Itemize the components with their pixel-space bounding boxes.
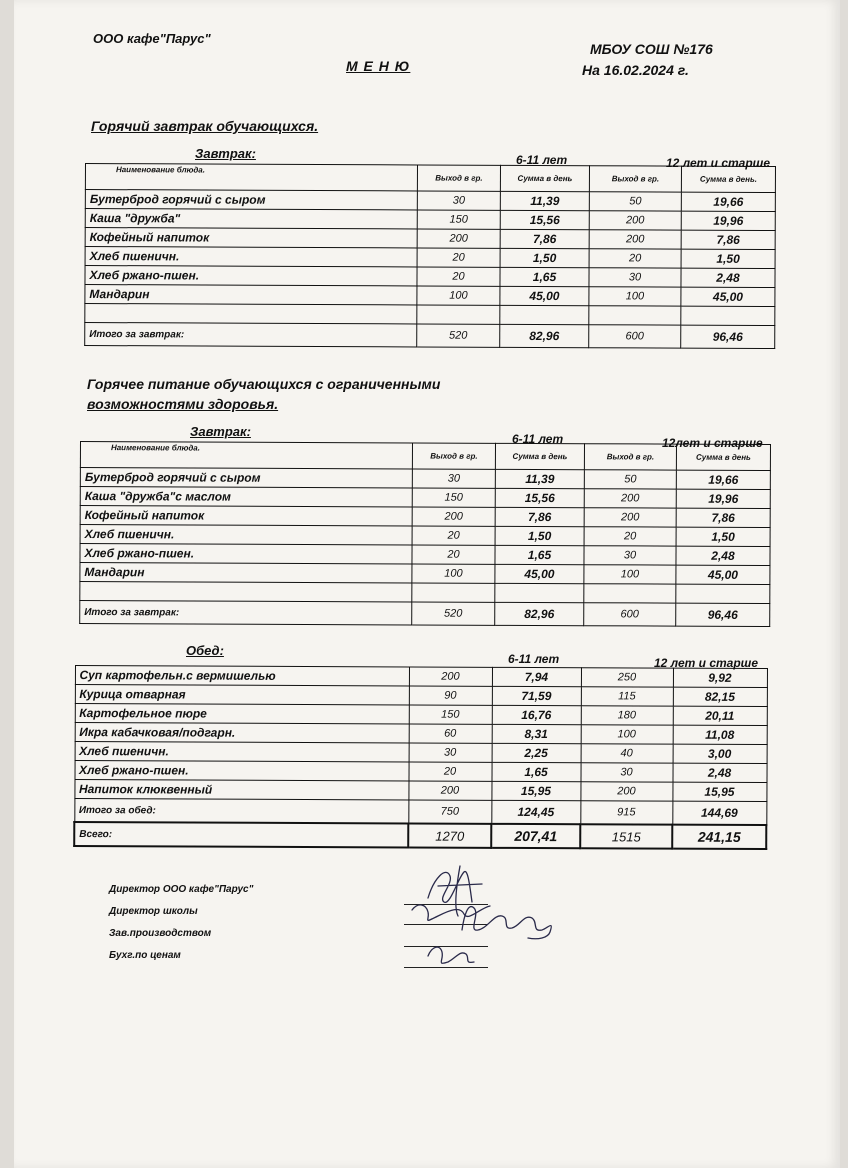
weight-1: 200 [417, 229, 500, 248]
weight-2: 200 [580, 782, 672, 801]
sum-2: 11,08 [673, 725, 767, 744]
signature-label: Директор школы [109, 906, 198, 917]
weight-1: 150 [409, 705, 492, 724]
dish-name: Хлеб пшеничн. [80, 525, 412, 545]
weight-1: 30 [417, 191, 500, 210]
total-label: Итого за завтрак: [80, 601, 412, 625]
sum-1: 11,39 [500, 191, 589, 210]
weight-1: 60 [409, 724, 492, 743]
weight-2: 200 [589, 230, 681, 249]
table-row [85, 323, 775, 349]
school-name: МБОУ СОШ №176 [590, 41, 713, 57]
dish-name: Хлеб пшеничн. [75, 742, 409, 762]
lunch-meal-label: Обед: [186, 643, 224, 658]
total-weight-1: 520 [412, 602, 495, 625]
empty-cell [584, 584, 676, 603]
empty-cell [589, 306, 681, 325]
total-sum-2: 144,69 [672, 801, 766, 825]
sum-1: 16,76 [492, 705, 581, 724]
dish-name: Каша "дружба"с маслом [80, 487, 412, 507]
weight-1: 150 [417, 210, 500, 229]
section2-meal-label: Завтрак: [190, 424, 251, 439]
sum-2: 1,50 [681, 249, 775, 268]
table-row [74, 822, 766, 849]
sum-1: 8,31 [492, 724, 581, 743]
weight-2: 100 [584, 565, 676, 584]
weight-2: 30 [580, 763, 672, 782]
weight-1: 200 [408, 781, 491, 800]
col-sum: Сумма в день. [681, 166, 775, 192]
lunch-age2: 12 лет и старше [654, 656, 759, 670]
grand-sum-1: 207,41 [491, 824, 580, 848]
lunch-age1: 6-11 лет [508, 652, 560, 666]
sum-2: 45,00 [676, 565, 770, 584]
grand-weight-1: 1270 [408, 823, 491, 847]
sum-2: 9,92 [673, 668, 767, 687]
empty-cell [495, 583, 584, 602]
weight-2: 100 [589, 287, 681, 306]
sum-2: 1,50 [676, 527, 770, 546]
weight-1: 20 [417, 248, 500, 267]
weight-1: 150 [412, 488, 495, 507]
weight-2: 40 [581, 744, 673, 763]
sum-2: 45,00 [681, 287, 775, 306]
dish-name: Напиток клюквенный [74, 780, 408, 800]
table-header [80, 442, 770, 471]
dish-name: Мандарин [80, 563, 412, 583]
dish-name: Кофейный напиток [80, 506, 412, 526]
sum-1: 45,00 [500, 286, 589, 305]
signature-label: Зав.производством [109, 928, 212, 939]
dish-name: Каша "дружба" [85, 209, 417, 229]
section1-age1: 6-11 лет [516, 153, 568, 167]
col-sum: Сумма в день [500, 165, 589, 191]
total-label: Итого за обед: [74, 799, 408, 824]
sum-1: 71,59 [492, 686, 581, 705]
weight-1: 200 [412, 507, 495, 526]
sum-1: 7,94 [492, 667, 581, 686]
section1-title: Горячий завтрак обучающихся. [91, 118, 319, 134]
empty-cell [500, 305, 589, 324]
sum-2: 3,00 [673, 744, 767, 763]
dish-name: Курица отварная [75, 685, 409, 705]
total-sum-1: 124,45 [491, 800, 580, 824]
weight-1: 20 [417, 267, 500, 286]
breakfast-table-2 [79, 441, 771, 627]
dish-name: Хлеб ржано-пшен. [80, 544, 412, 564]
total-weight-2: 600 [589, 325, 681, 348]
col-weight: Выход в гр. [584, 444, 676, 470]
menu-date: На 16.02.2024 г. [582, 62, 689, 78]
dish-name: Бутерброд горячий с сыром [85, 190, 417, 210]
empty-cell [676, 584, 770, 603]
signature-label: Бухг.по ценам [109, 950, 181, 961]
weight-1: 20 [412, 526, 495, 545]
sum-1: 2,25 [492, 743, 581, 762]
weight-2: 30 [589, 268, 681, 287]
dish-name: Икра кабачковая/подгарн. [75, 723, 409, 743]
weight-2: 200 [589, 211, 681, 230]
sum-2: 19,66 [676, 470, 770, 489]
sum-2: 2,48 [676, 546, 770, 565]
sum-1: 15,56 [500, 210, 589, 229]
dish-name: Мандарин [85, 285, 417, 305]
section1-meal-label: Завтрак: [195, 146, 256, 161]
total-weight-1: 750 [408, 800, 491, 824]
section2-age2: 12лет и старше [662, 436, 763, 450]
col-dish-name: Наименование блюда. [85, 164, 417, 191]
weight-2: 200 [584, 489, 676, 508]
weight-1: 90 [409, 686, 492, 705]
breakfast-table-1 [84, 163, 776, 349]
total-sum-1: 82,96 [500, 324, 589, 347]
section1-age2: 12 лет и старше [666, 156, 771, 170]
section2-title-line1: Горячее питание обучающихся с ограниченными [87, 376, 441, 392]
weight-2: 20 [584, 527, 676, 546]
sum-2: 19,66 [681, 192, 775, 211]
sum-2: 19,96 [681, 211, 775, 230]
total-weight-1: 520 [417, 324, 500, 347]
sum-1: 1,50 [500, 248, 589, 267]
empty-cell [85, 304, 417, 324]
col-dish-name: Наименование блюда. [80, 442, 412, 469]
total-sum-2: 96,46 [676, 603, 770, 626]
col-weight: Выход в гр. [412, 443, 495, 469]
empty-cell [681, 306, 775, 325]
total-label: Итого за завтрак: [85, 323, 417, 347]
weight-2: 115 [581, 687, 673, 706]
weight-2: 200 [584, 508, 676, 527]
sum-2: 15,95 [672, 782, 766, 801]
dish-name: Кофейный напиток [85, 228, 417, 248]
table-header [85, 164, 775, 193]
empty-cell [417, 305, 500, 324]
dish-name: Бутерброд горячий с сыром [80, 468, 412, 488]
sum-2: 20,11 [673, 706, 767, 725]
handwritten-signatures [398, 858, 568, 978]
signature-label: Директор ООО кафе"Парус" [109, 884, 254, 895]
sum-2: 2,48 [681, 268, 775, 287]
weight-1: 200 [409, 667, 492, 686]
weight-2: 30 [584, 546, 676, 565]
weight-2: 50 [589, 192, 681, 211]
weight-1: 20 [412, 545, 495, 564]
grand-total-label: Всего: [74, 822, 408, 847]
sum-1: 11,39 [495, 469, 584, 488]
total-weight-2: 600 [584, 603, 676, 626]
table-row [74, 799, 766, 826]
weight-1: 30 [412, 469, 495, 488]
weight-2: 250 [581, 668, 673, 687]
dish-name: Хлеб пшеничн. [85, 247, 417, 267]
col-sum: Сумма в день [676, 444, 770, 470]
sum-2: 82,15 [673, 687, 767, 706]
grand-sum-2: 241,15 [672, 825, 766, 849]
sum-2: 2,48 [672, 763, 766, 782]
weight-1: 100 [412, 564, 495, 583]
dish-name: Хлеб ржано-пшен. [85, 266, 417, 286]
sum-2: 19,96 [676, 489, 770, 508]
total-weight-2: 915 [580, 801, 672, 825]
empty-cell [80, 582, 412, 602]
sum-1: 1,65 [500, 267, 589, 286]
weight-1: 30 [409, 743, 492, 762]
section2-age1: 6-11 лет [512, 432, 564, 446]
sum-1: 15,56 [495, 488, 584, 507]
sum-1: 1,65 [491, 762, 580, 781]
weight-1: 100 [417, 286, 500, 305]
section2-title-line2: возможностями здоровья. [87, 396, 279, 412]
sum-2: 7,86 [681, 230, 775, 249]
dish-name: Картофельное пюре [75, 704, 409, 724]
page-title: М Е Н Ю [346, 58, 411, 74]
dish-name: Хлеб ржано-пшен. [75, 761, 409, 781]
sum-1: 45,00 [495, 564, 584, 583]
dish-name: Суп картофельн.с вермишелью [75, 666, 409, 686]
company-name: ООО кафе"Парус" [93, 31, 211, 46]
total-sum-2: 96,46 [681, 325, 775, 348]
sum-1: 1,65 [495, 545, 584, 564]
weight-2: 50 [584, 470, 676, 489]
col-weight: Выход в гр. [417, 165, 500, 191]
sum-2: 7,86 [676, 508, 770, 527]
sum-1: 1,50 [495, 526, 584, 545]
total-sum-1: 82,96 [495, 602, 584, 625]
grand-weight-2: 1515 [580, 824, 672, 848]
weight-1: 20 [408, 762, 491, 781]
sum-1: 7,86 [495, 507, 584, 526]
empty-cell [412, 583, 495, 602]
weight-2: 20 [589, 249, 681, 268]
sum-1: 15,95 [491, 781, 580, 800]
weight-2: 180 [581, 706, 673, 725]
lunch-table [73, 665, 768, 850]
col-sum: Сумма в день [495, 443, 584, 469]
col-weight: Выход в гр. [589, 166, 681, 192]
weight-2: 100 [581, 725, 673, 744]
sum-1: 7,86 [500, 229, 589, 248]
table-row [80, 601, 770, 627]
